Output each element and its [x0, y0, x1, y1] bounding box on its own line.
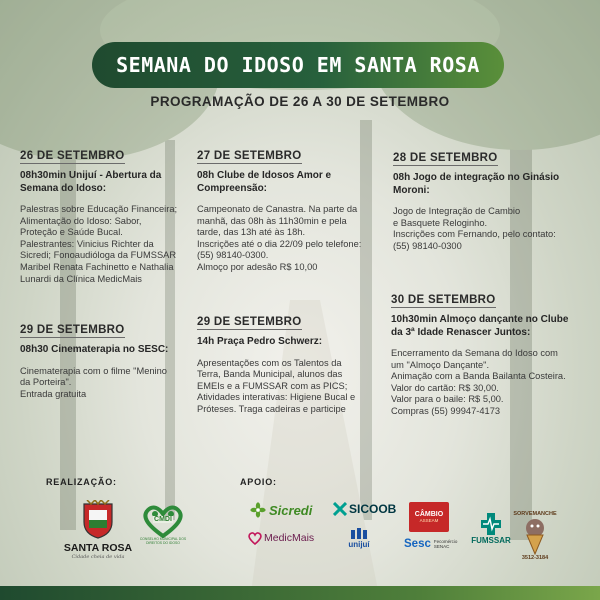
event-description: Apresentações com os Talentos da Terra, Banda Municipal, alunos das EMEIs e a FUMSSAR com as PICS; Atividades interativas: Higiene Bucal e Próteses. Traga cadeiras e participe: [197, 357, 356, 414]
cambio-sub: ASSEAM: [419, 518, 439, 523]
sorveteria-name: SORVEMANCHE: [513, 511, 557, 517]
sicredi-flower-icon: [250, 502, 266, 518]
santa-rosa-name: SANTA ROSA: [63, 542, 133, 554]
unijui-name: unijuí: [348, 540, 370, 549]
fumssar-name: FUMSSAR: [471, 536, 511, 545]
medicmais-name: MedicMais: [264, 532, 315, 544]
santa-rosa-logo: [62, 494, 134, 566]
sorveteria-phone: 3512-3184: [521, 555, 549, 561]
event-30: [391, 290, 571, 418]
event-date: 30 DE SETEMBRO: [391, 294, 496, 306]
event-29-sesc: [20, 320, 178, 400]
sesc-name: Sesc: [404, 538, 431, 550]
event-28: [393, 148, 568, 252]
sesc-sub: Fecomércio SENAC: [433, 539, 458, 549]
event-heading: 14h Praça Pedro Schwerz:: [197, 336, 323, 347]
sicoob-icon: [333, 502, 347, 516]
medical-cross-icon: [480, 512, 502, 536]
unijui-icon: [350, 528, 368, 540]
event-27: [197, 146, 365, 274]
event-heading: 10h30min Almoço dançante no Clube da 3ª Idade Renascer Juntos:: [391, 314, 569, 338]
event-heading: 08h30min Unijuí - Abertura da Semana do Idoso:: [20, 170, 162, 194]
cambio-name: CÂMBIO: [414, 511, 444, 518]
event-date: 26 DE SETEMBRO: [20, 150, 125, 162]
sicoob-logo: [333, 502, 396, 516]
sicredi-logo: [250, 502, 312, 518]
title-banner: [92, 42, 504, 88]
event-heading: 08h30 Cinematerapia no SESC:: [20, 344, 169, 355]
event-29-praca: [197, 312, 365, 415]
cmdi-logo: [136, 494, 190, 554]
heart-icon: [248, 531, 262, 545]
event-date: 29 DE SETEMBRO: [197, 316, 302, 328]
fumssar-logo: [466, 512, 516, 545]
event-description: Encerramento da Semana do Idoso com um "Almoço Dançante". Animação com a Banda Bailanta Costeira. Valor do cartão: R$ 30,00. Valor para o baile: R$ 5,00. Compras (55) 99947-4173: [391, 348, 566, 416]
sesc-logo: [404, 538, 460, 550]
program-subtitle: PROGRAMAÇÃO DE 26 A 30 DE SETEMBRO: [150, 94, 450, 109]
event-description: Cinematerapia com o filme "Menino da Porteira". Entrada gratuita: [20, 365, 167, 399]
event-description: Jogo de Integração de Cambio e Basquete Reloginho. Inscrições com Fernando, pelo contato: (55) 98140-0300: [393, 206, 556, 251]
event-date: 29 DE SETEMBRO: [20, 324, 125, 336]
ice-cream-icon: [521, 517, 549, 555]
event-description: Palestras sobre Educação Financeira; Alimentação do Idoso: Sabor, Proteção e Saúde Bucal. Palestrantes: Vinicius Richter da Sicredi; Fonoaudióloga da FUMSSAR Maribel Renata Fachinetto e Nathalia Lunardi da Clínica MedicMais: [20, 204, 178, 284]
sorveteria-logo: [510, 500, 560, 572]
event-date: 28 DE SETEMBRO: [393, 152, 498, 164]
apoio-label: APOIO:: [240, 477, 277, 487]
event-date: 27 DE SETEMBRO: [197, 150, 302, 162]
sicredi-name: Sicredi: [269, 502, 313, 518]
unijui-logo: [344, 528, 374, 549]
event-heading: 08h Clube de Idosos Amor e Compreensão:: [197, 170, 332, 194]
bottom-bar: [0, 586, 600, 600]
coat-of-arms-icon: [81, 500, 115, 540]
sicoob-name: SICOOB: [349, 502, 397, 516]
event-26: [20, 146, 178, 285]
cambio-logo: [409, 502, 449, 532]
cmdi-name: CONSELHO MUNICIPAL DOS DIREITOS DO IDOSO: [139, 536, 187, 545]
realizacao-label: REALIZAÇÃO:: [46, 477, 117, 487]
medicmais-logo: [248, 531, 314, 545]
event-description: Campeonato de Canastra. Na parte da manhã, das 08h às 11h30min e pela tarde, das 13h até às 18h. Inscrições até o dia 22/09 pelo telefone: (55) 98140-0300. Almoço por adesão R$ 10,00: [197, 204, 362, 272]
cmdi-acronym: CMDI: [154, 515, 172, 523]
page-title: SEMANA DO IDOSO EM SANTA ROSA: [116, 53, 480, 77]
event-heading: 08h Jogo de integração no Ginásio Moroni:: [393, 172, 560, 196]
santa-rosa-tagline: Cidade cheia de vida: [71, 554, 125, 560]
